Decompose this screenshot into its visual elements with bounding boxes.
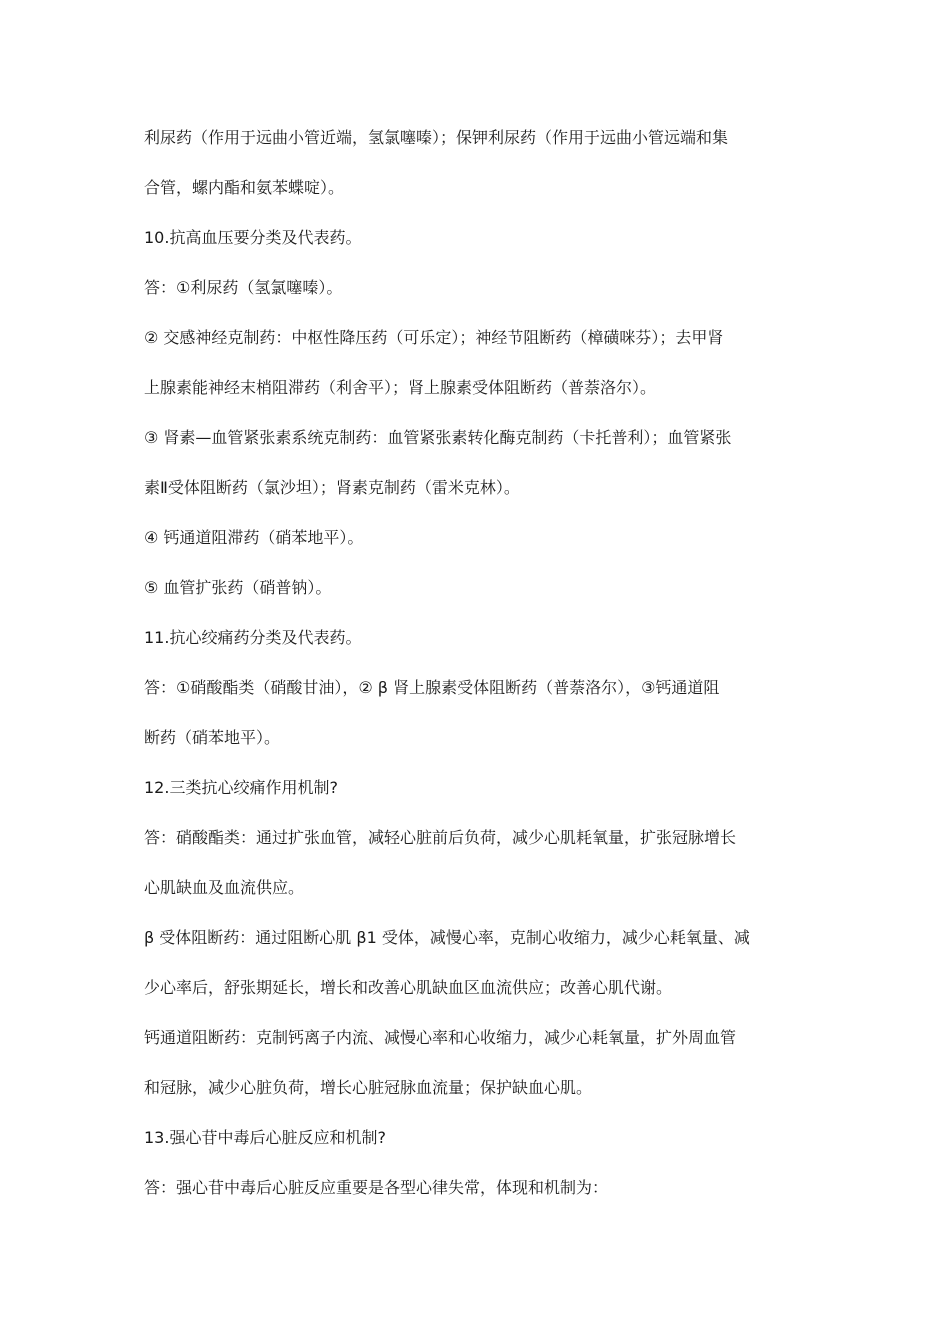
text-line-2: 合管，螺内酯和氨苯蝶啶）。	[144, 178, 345, 197]
text-line-1: 利尿药（作用于远曲小管近端，氢氯噻嗪）；保钾利尿药（作用于远曲小管远端和集	[144, 128, 729, 147]
answer-10-line-3: 上腺素能神经末梢阻滞药（利舍平）；肾上腺素受体阻断药（普萘洛尔）。	[144, 378, 657, 397]
answer-11-line-2: 断药（硝苯地平）。	[144, 728, 281, 747]
document-body	[144, 122, 809, 1222]
question-10-heading: 10.抗高血压要分类及代表药。	[144, 228, 362, 247]
answer-12-line-3: β 受体阻断药：通过阻断心肌 β1 受体，减慢心率，克制心收缩力，减少心耗氧量、减	[144, 928, 750, 947]
answer-13-line-1: 答：强心苷中毒后心脏反应重要是各型心律失常，体现和机制为：	[144, 1178, 609, 1197]
answer-10-line-2: ② 交感神经克制药：中枢性降压药（可乐定）；神经节阻断药（樟磺咪芬）；去甲肾	[144, 328, 724, 347]
question-12-heading: 12.三类抗心绞痛作用机制?	[144, 778, 338, 797]
answer-12-line-5: 钙通道阻断药：克制钙离子内流、减慢心率和心收缩力，减少心耗氧量，扩外周血管	[144, 1028, 737, 1047]
answer-11-line-1: 答：①硝酸酯类（硝酸甘油），② β 肾上腺素受体阻断药（普萘洛尔），③钙通道阻	[144, 678, 720, 697]
answer-12-line-6: 和冠脉，减少心脏负荷，增长心脏冠脉血流量；保护缺血心肌。	[144, 1078, 593, 1097]
answer-12-line-4: 少心率后，舒张期延长，增长和改善心肌缺血区血流供应；改善心肌代谢。	[144, 978, 673, 997]
question-11-heading: 11.抗心绞痛药分类及代表药。	[144, 628, 362, 647]
answer-10-line-6: ④ 钙通道阻滞药（硝苯地平）。	[144, 528, 364, 547]
answer-10-line-4: ③ 肾素—血管紧张素系统克制药：血管紧张素转化酶克制药（卡托普利）；血管紧张	[144, 428, 732, 447]
answer-10-line-5: 素Ⅱ受体阻断药（氯沙坦）；肾素克制药（雷米克林）。	[144, 478, 520, 497]
answer-10-line-7: ⑤ 血管扩张药（硝普钠）。	[144, 578, 332, 597]
answer-12-line-1: 答：硝酸酯类：通过扩张血管，减轻心脏前后负荷，减少心肌耗氧量，扩张冠脉增长	[144, 828, 737, 847]
question-13-heading: 13.强心苷中毒后心脏反应和机制?	[144, 1128, 386, 1147]
answer-10-line-1: 答：①利尿药（氢氯噻嗪）。	[144, 278, 343, 297]
answer-12-line-2: 心肌缺血及血流供应。	[144, 878, 305, 897]
